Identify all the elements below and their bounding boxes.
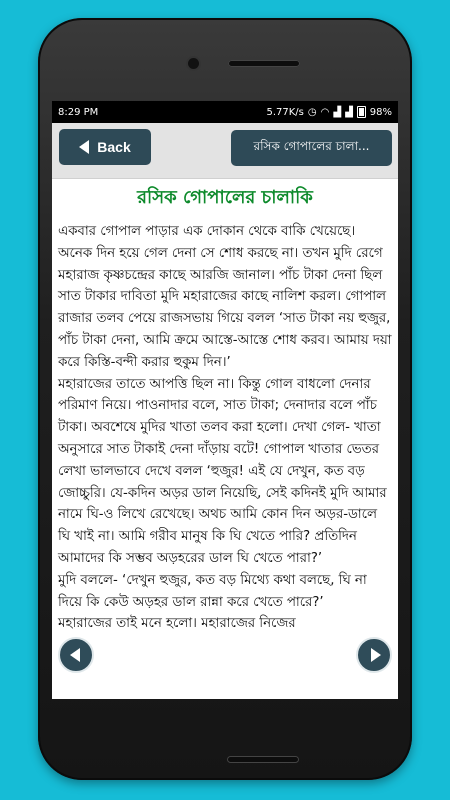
story-content[interactable] (52, 179, 398, 699)
status-bar (52, 101, 398, 123)
signal-icon: ▟ (345, 106, 353, 118)
front-camera (188, 58, 199, 69)
phone-bottom-bar (227, 756, 299, 763)
arrow-left-icon (70, 648, 80, 662)
arrow-right-icon (371, 648, 381, 662)
battery-percent: 98% (369, 106, 392, 118)
back-button-label: Back (97, 139, 131, 155)
back-arrow-icon (79, 140, 89, 154)
app-header (52, 123, 398, 179)
header-title-button[interactable] (231, 130, 392, 166)
previous-page-button[interactable] (58, 637, 94, 673)
signal-icon: ▟ (333, 106, 342, 118)
battery-icon (357, 106, 366, 118)
status-icons (266, 106, 392, 118)
wifi-icon: ◠ (320, 106, 330, 118)
clock-icon: ◷ (307, 106, 317, 118)
back-button[interactable] (59, 129, 151, 165)
app-screen (52, 101, 398, 699)
earpiece-speaker (228, 60, 300, 67)
story-body: একবার গোপাল পাড়ার এক দোকান থেকে বাকি খেয়েছে। অনেক দিন হয়ে গেল দেনা সে শোধ করছে না। তখন মুদি রেগে মহারাজ কৃষ্ণচন্দ্রের কাছে আরজি জানাল। পাঁচ টাকা দেনা ছিল সাত টাকার দাবিতা মুদি মহারাজের কাছে নালিশ করল। গোপাল রাজার তলব পেয়ে রাজসভায় গিয়ে বলল ‘সাত টাকা নয় হুজুর, পাঁচ টাকা দেনা, আমি ক্রমে আস্তে-আস্তে শোধ করব। আমায় দয়া করে কিস্তি-বন্দী করার হুকুম দিন।’ মহারাজের তাতে আপত্তি ছিল না। কিন্তু গোল বাধলো দেনার পরিমাণ নিয়ে। পাওনাদার বলে, সাত টাকা; দেনাদার বলে পাঁচ টাকা। অবশেষে মুদির খাতা তলব করা হলো। দেখা গেল- খাতা অনুসারে সাত টাকাই দেনা দাঁড়ায় বটে! গোপাল খাতার ভেতর লেখা ভালভাবে দেখে বলল ‘হুজুর! এই যে দেখুন, কত বড় জোচ্চুরি। যে-কদিন অড়র ডাল নিয়েছি, সেই কদিনই মুদি আমার নামে ঘি-ও লিখে রেখেছে। অথচ আমি কোন দিন অড়র-ডালে ঘি খাই না। আমি গরীব মানুষ কি ঘি খেতে পারি? প্রতিদিন আমাদের কি সম্ভব অড়হরের ডাল ঘি খেতে পারা?’ মুদি বললে- ‘দেখুন হুজুর, কত বড় মিথ্যে কথা বলছে, ঘি না দিয়ে কি কেউ অড়হর ডাল রান্না করে খেতে পারে?’ মহারাজের তাই মনে হলো। মহারাজের নিজের (58, 224, 392, 632)
story-title: রসিক গোপালের চালাকি (137, 187, 313, 208)
status-time: 8:29 PM (58, 106, 99, 118)
next-page-button[interactable] (356, 637, 392, 673)
network-speed: 5.77K/s (266, 106, 304, 118)
header-title-label: রসিক গোপালের চালা... (253, 139, 370, 153)
